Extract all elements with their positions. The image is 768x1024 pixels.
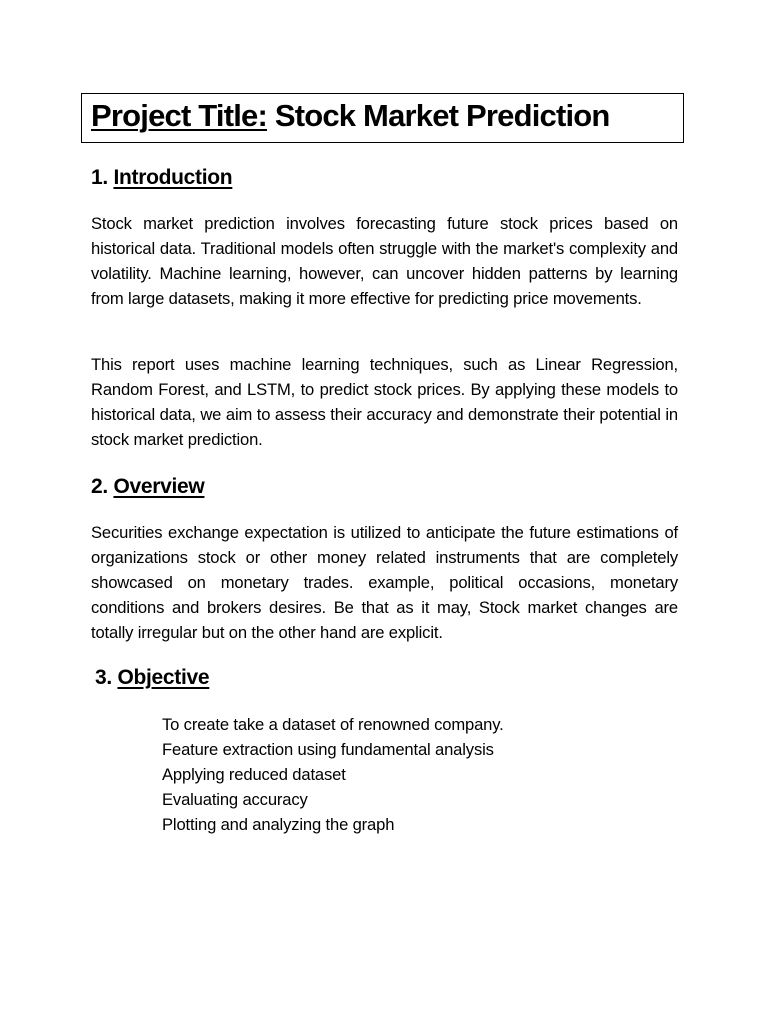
list-item: Feature extraction using fundamental analysis — [162, 740, 494, 759]
section-title: Introduction — [113, 166, 233, 189]
title-box — [81, 93, 684, 143]
title-text: Stock Market Prediction — [267, 98, 610, 133]
section-heading-objective — [95, 665, 209, 691]
section-number: 3. — [95, 666, 118, 689]
title-lead: Project Title: — [91, 98, 267, 133]
list-item: Plotting and analyzing the graph — [162, 815, 395, 834]
objective-list — [162, 712, 504, 837]
section-heading-introduction — [91, 165, 232, 191]
list-item: To create take a dataset of renowned company. — [162, 715, 504, 734]
overview-paragraph: Securities exchange expectation is utilized to anticipate the future estimations of organizations stock or other money related instruments that are completely showcased on monetary trades. example, political occasions, monetary conditions and brokers desires. Be that as it may, Stock market changes are totally irregular but on the other hand are explicit. — [91, 523, 678, 642]
section-number: 2. — [91, 475, 114, 498]
introduction-paragraph-2: This report uses machine learning techniques, such as Linear Regression, Random Forest, and LSTM, to predict stock prices. By applying these models to historical data, we aim to assess their accuracy and demonstrate their potential in stock market prediction. — [91, 355, 678, 449]
introduction-paragraph-1: Stock market prediction involves forecasting future stock prices based on historical data. Traditional models often struggle with the market's complexity and volatility. Machine learning, however, can uncover hidden patterns by learning from large datasets, making it more effective for predicting price movements. — [91, 214, 678, 308]
section-heading-overview — [91, 474, 204, 500]
section-number: 1. — [91, 166, 114, 189]
section-title: Objective — [117, 666, 210, 689]
section-title: Overview — [113, 475, 205, 498]
list-item: Evaluating accuracy — [162, 790, 308, 809]
list-item: Applying reduced dataset — [162, 765, 346, 784]
page-title — [91, 97, 610, 135]
